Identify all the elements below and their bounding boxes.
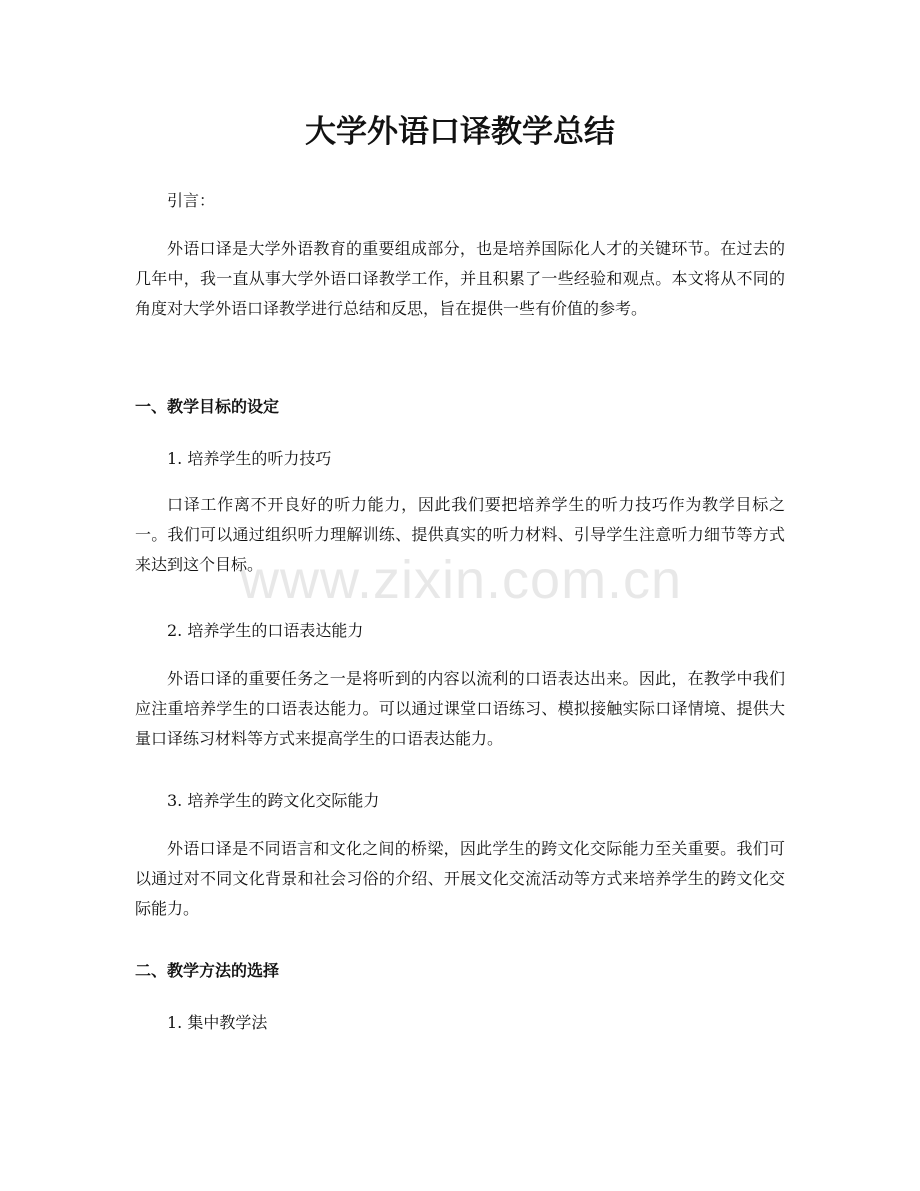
intro-paragraph: 外语口译是大学外语教育的重要组成部分，也是培养国际化人才的关键环节。在过去的几年中，我一直从事大学外语口译教学工作，并且积累了一些经验和观点。本文将从不同的角度对大学外语口译教学进行总结和反思，旨在提供一些有价值的参考。 [135,239,785,318]
watermark-text: www.zixin.com.cn [240,550,683,610]
section1-item2-paragraph: 外语口译的重要任务之一是将听到的内容以流利的口语表达出来。因此，在教学中我们应注重培养学生的口语表达能力。可以通过课堂口语练习、模拟接触实际口译情境、提供大量口译练习材料等方式来提高学生的口语表达能力。 [135,669,785,748]
section1-item3-paragraph: 外语口译是不同语言和文化之间的桥梁，因此学生的跨文化交际能力至关重要。我们可以通过对不同文化背景和社会习俗的介绍、开展文化交流活动等方式来培养学生的跨文化交际能力。 [135,839,785,918]
section1-item2-title: 2. 培养学生的口语表达能力 [167,621,364,640]
section1-heading: 一、教学目标的设定 [135,397,280,416]
section1-item1-title: 1. 培养学生的听力技巧 [167,449,332,468]
section1-item1-paragraph: 口译工作离不开良好的听力能力，因此我们要把培养学生的听力技巧作为教学目标之一。我们可以通过组织听力理解训练、提供真实的听力材料、引导学生注意听力细节等方式来达到这个目标。 [135,495,785,574]
section1-item3-title: 3. 培养学生的跨文化交际能力 [167,791,380,810]
document-title: 大学外语口译教学总结 [305,114,615,150]
section2-item1-title: 1. 集中教学法 [167,1013,268,1032]
intro-label: 引言： [167,191,216,210]
section2-heading: 二、教学方法的选择 [135,961,280,980]
